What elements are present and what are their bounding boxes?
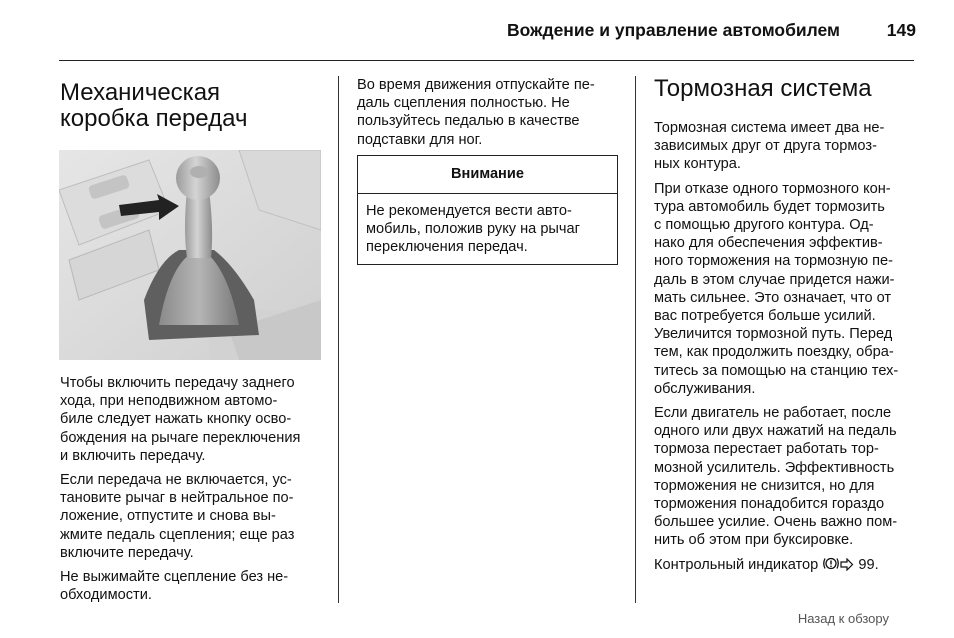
brakes-paragraph: Тормозная система имеет два не- зависимых друг от друга тормоз- ных контура.	[654, 120, 885, 173]
warning-text: Не рекомендуется вести авто- мобиль, положив руку на рычаг переключения передач.	[366, 203, 580, 256]
warning-title: Внимание	[358, 156, 617, 194]
left-column-body	[60, 374, 330, 610]
gearbox-paragraph: Не выжимайте сцепление без не- обходимости.	[60, 569, 289, 604]
page-number: 149	[886, 20, 916, 40]
gear-lever-illustration	[59, 150, 321, 360]
column-divider-left	[338, 76, 339, 603]
column-divider-right	[635, 76, 636, 603]
gearbox-paragraph: Если передача не включается, ус- тановите рычаг в нейтральное по- ложение, отпустите и снова вы- жмите педаль сцепления; еще раз включите передачу.	[60, 472, 295, 561]
left-column	[60, 80, 330, 132]
header-title: Вождение и управление автомобилем	[506, 20, 840, 40]
middle-column	[357, 76, 622, 155]
arrow-reference-icon[interactable]	[840, 558, 854, 576]
section-heading-gearbox: Механическая коробка передач	[60, 79, 248, 132]
brakes-paragraph: Если двигатель не работает, после одного или двух нажатий на педаль тормоза перестает работать тор- мозной усилитель. Эффективность торможения не снизится, но для торможения понадобится гораздо большее усилие. Очень важно пом- нить об этом при буксировке.	[654, 405, 898, 549]
right-column	[654, 76, 924, 582]
indicator-line	[654, 556, 924, 576]
back-to-overview-link[interactable]: Назад к обзору	[797, 611, 889, 626]
brakes-paragraph: При отказе одного тормозного кон- тура автомобиль будет тормозить с помощью другого контура. Од- нако для обеспечения эффектив- ного торможения на тормозную пе- даль в этом случае придется нажи- мать сильнее. Это означает, что от вас потребуется больше усилий. Увеличится тормозной путь. Перед тем, как продолжить поездку, обра- титесь за помощью на станцию тех- обслуживания.	[654, 180, 899, 397]
reference-page[interactable]: 99.	[858, 556, 879, 573]
header-divider	[59, 60, 914, 61]
brake-warning-icon	[822, 556, 840, 576]
warning-box	[357, 155, 618, 265]
clutch-paragraph: Во время движения отпускайте пе- даль сцепления полностью. Не пользуйтесь педалью в качестве подставки для ног.	[357, 77, 595, 148]
section-heading-brakes: Тормозная система	[654, 75, 872, 102]
indicator-text: Контрольный индикатор	[654, 556, 819, 573]
gearbox-paragraph: Чтобы включить передачу заднего хода, при неподвижном автомо- биле следует нажать кнопку осво- бождения на рычаге переключения и включить передачу.	[60, 375, 301, 464]
